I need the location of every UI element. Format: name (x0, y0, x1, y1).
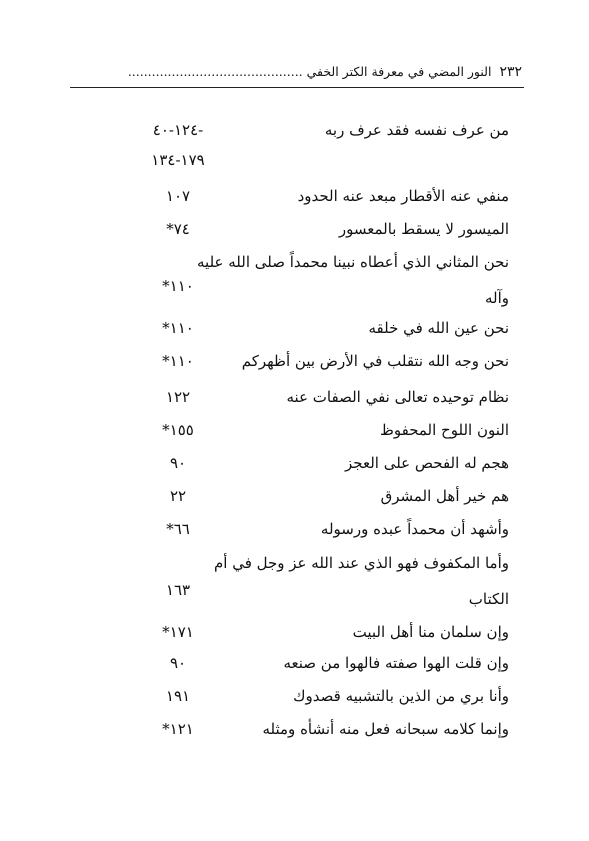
entry-page-ref: ١٦٣ (165, 581, 191, 599)
entry-text: الميسور لا يسقط بالمعسور (338, 220, 509, 238)
page-number: ٢٣٢ (499, 64, 522, 80)
entry-text: وأنا بري من الذين بالتشبيه قصدوك (293, 687, 509, 705)
entry-page-ref: ٩٠ (169, 654, 187, 672)
entry-page-ref: ١١٠* (162, 352, 194, 370)
running-header (76, 64, 522, 88)
entry-text: وإن قلت الهوا صفته فالهوا من صنعه (283, 654, 509, 672)
entry-text: هم خير أهل المشرق (380, 487, 509, 505)
entry-page-ref: ٧٤* (166, 220, 190, 238)
entry-text: وأشهد أن محمداً عبده ورسوله (320, 520, 509, 538)
entry-text: وأما المكفوف فهو الذي عند الله عز وجل في أم (213, 554, 509, 572)
entry-page-ref: ١٢٢ (165, 388, 191, 406)
entry-text-continued: وآله (484, 289, 509, 307)
entry-page-ref: ٢٢ (169, 487, 187, 505)
entry-text-continued: الكتاب (468, 590, 509, 608)
entry-page-ref: ٩٠ (169, 454, 187, 472)
entry-page-ref: ١١٠* (162, 277, 194, 295)
entry-page-ref: ١٠٧ (165, 187, 191, 205)
entry-page-ref: ١٩١ (165, 687, 191, 705)
header-rule (70, 87, 524, 88)
entry-page-ref: ١٧٩-١٣٤ (151, 151, 205, 169)
entry-page-ref: ٦٦* (166, 520, 190, 538)
entry-page-ref: -١٢٤-٤٠ (152, 121, 204, 139)
entry-page-ref: ١٥٥* (162, 421, 194, 439)
entry-text: نحن المثاني الذي أعطاه نبينا محمداً صلى الله عليه (197, 253, 509, 271)
entry-text: هجم له الفحص على العجز (345, 454, 509, 472)
entry-text: نحن عين الله في خلقه (368, 319, 509, 337)
entry-text: وإنما كلامه سبحانه فعل منه أنشأه ومثله (262, 720, 509, 738)
entry-page-ref: ١٧١* (162, 623, 194, 641)
entry-text: نحن وجه الله نتقلب في الأرض بين أظهركم (241, 352, 509, 370)
entry-page-ref: ١٢١* (162, 720, 194, 738)
entry-text: منفي عنه الأقطار مبعد عنه الحدود (297, 187, 509, 205)
entry-text: من عرف نفسه فقد عرف ربه (324, 121, 509, 139)
entry-page-ref: ١١٠* (162, 319, 194, 337)
entry-text: نظام توحيده تعالى نفي الصفات عنه (286, 388, 509, 406)
running-title: النور المضي في معرفة الكتر الخفي ............................................ (127, 64, 492, 79)
entry-text: وإن سلمان منا أهل البيت (352, 623, 509, 641)
entry-text: النون اللوح المحفوظ (379, 421, 509, 439)
